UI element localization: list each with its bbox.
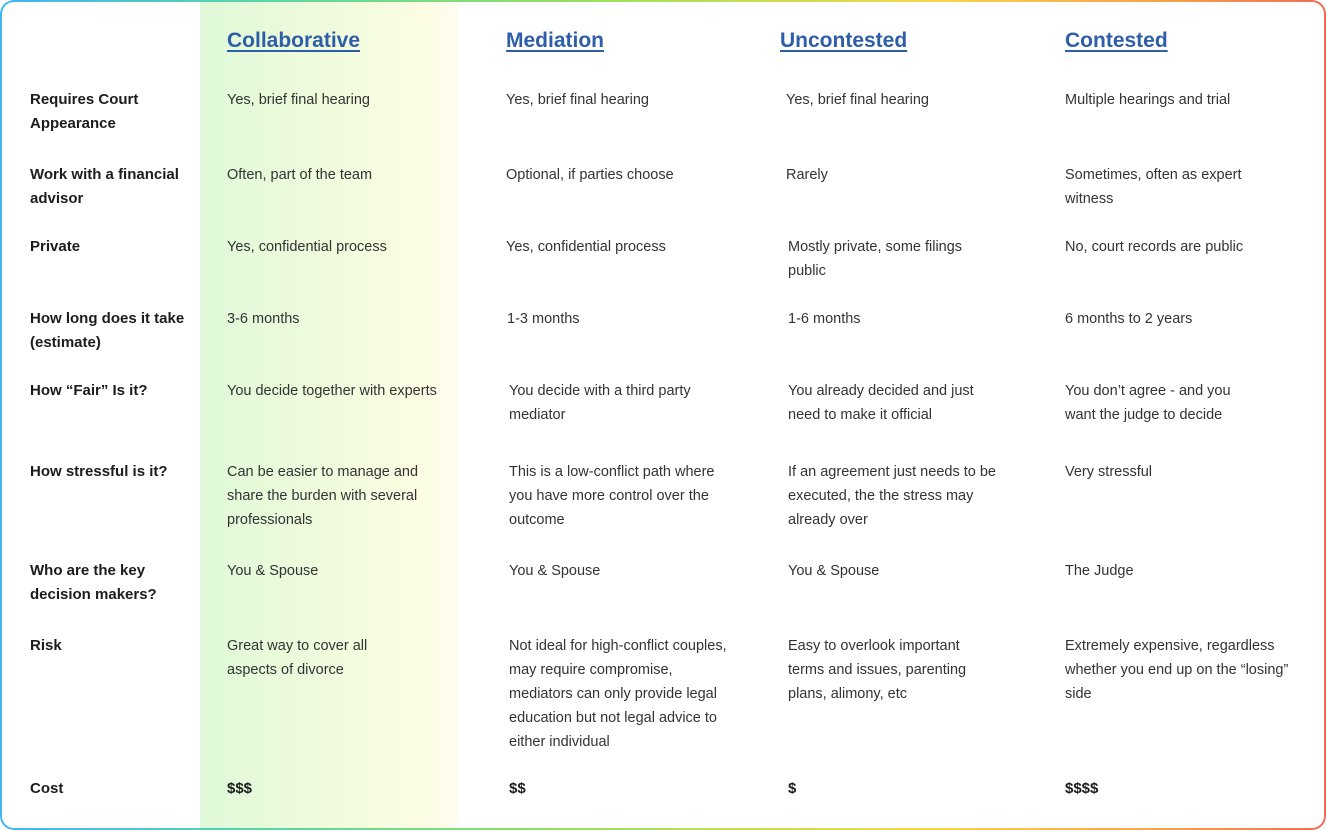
cell-contested-decision-makers: The Judge [1065, 563, 1134, 579]
cell-collaborative-fairness: You decide together with experts [227, 383, 437, 399]
cell-collaborative-private: Yes, confidential process [227, 239, 387, 255]
column-header-uncontested[interactable]: Uncontested [780, 29, 908, 52]
cell-mediation-court-appearance: Yes, brief final hearing [506, 92, 649, 108]
cell-contested-stress: Very stressful [1065, 464, 1153, 480]
cell-contested-court-appearance: Multiple hearings and trial [1065, 92, 1231, 108]
cell-collaborative-decision-makers: You & Spouse [227, 563, 319, 579]
cell-mediation-private: Yes, confidential process [506, 239, 666, 255]
cell-uncontested-duration: 1-6 months [788, 311, 861, 327]
row-label-private: Private [30, 238, 81, 255]
row-label-duration: How long does it take (estimate) [30, 310, 185, 351]
cell-collaborative-risk: Great way to cover all aspects of divorce [227, 638, 368, 678]
column-header-contested[interactable]: Contested [1065, 29, 1168, 52]
cell-mediation-risk: Not ideal for high-conflict couples, may require compromise, mediators can only provide legal education but not legal advice to either individual [509, 638, 727, 750]
collaborative-column-highlight [200, 2, 458, 828]
cell-uncontested-cost: $ [788, 780, 797, 797]
cell-uncontested-decision-makers: You & Spouse [788, 563, 880, 579]
cell-collaborative-duration: 3-6 months [227, 311, 300, 327]
cell-uncontested-private: Mostly private, some filings public [788, 239, 963, 279]
cell-mediation-financial-advisor: Optional, if parties choose [506, 167, 674, 183]
cell-contested-risk: Extremely expensive, regardless whether you end up on the “losing” side [1065, 638, 1289, 702]
cell-collaborative-cost: $$$ [227, 780, 253, 797]
cell-contested-financial-advisor: Sometimes, often as expert witness [1065, 167, 1242, 207]
row-label-financial-advisor: Work with a financial advisor [30, 166, 179, 207]
row-label-decision-makers: Who are the key decision makers? [30, 562, 157, 603]
cell-contested-fairness: You don’t agree - and you want the judge to decide [1065, 383, 1231, 423]
comparison-table [2, 2, 1324, 828]
cell-contested-cost: $$$$ [1065, 780, 1099, 797]
cell-uncontested-court-appearance: Yes, brief final hearing [786, 92, 929, 108]
cell-mediation-fairness: You decide with a third party mediator [509, 383, 691, 423]
cell-contested-duration: 6 months to 2 years [1065, 311, 1193, 327]
cell-uncontested-fairness: You already decided and just need to make it official [788, 383, 974, 423]
row-label-stress: How stressful is it? [30, 463, 168, 480]
column-header-mediation[interactable]: Mediation [506, 29, 604, 52]
cell-uncontested-stress: If an agreement just needs to be executed, the the stress may already over [788, 464, 996, 528]
cell-mediation-duration: 1-3 months [507, 311, 580, 327]
column-header-collaborative[interactable]: Collaborative [227, 29, 361, 52]
cell-uncontested-risk: Easy to overlook important terms and issues, parenting plans, alimony, etc [788, 638, 967, 702]
cell-uncontested-financial-advisor: Rarely [786, 167, 828, 183]
cell-collaborative-court-appearance: Yes, brief final hearing [227, 92, 370, 108]
cell-mediation-stress: This is a low-conflict path where you have more control over the outcome [509, 464, 715, 528]
row-label-cost: Cost [30, 780, 64, 797]
cell-mediation-cost: $$ [509, 780, 526, 797]
cell-mediation-decision-makers: You & Spouse [509, 563, 601, 579]
row-label-risk: Risk [30, 637, 62, 654]
row-label-fairness: How “Fair” Is it? [30, 382, 148, 399]
cell-collaborative-stress: Can be easier to manage and share the burden with several professionals [227, 464, 419, 528]
cell-contested-private: No, court records are public [1065, 239, 1244, 255]
cell-collaborative-financial-advisor: Often, part of the team [227, 167, 373, 183]
row-label-court-appearance: Requires Court Appearance [30, 91, 139, 132]
